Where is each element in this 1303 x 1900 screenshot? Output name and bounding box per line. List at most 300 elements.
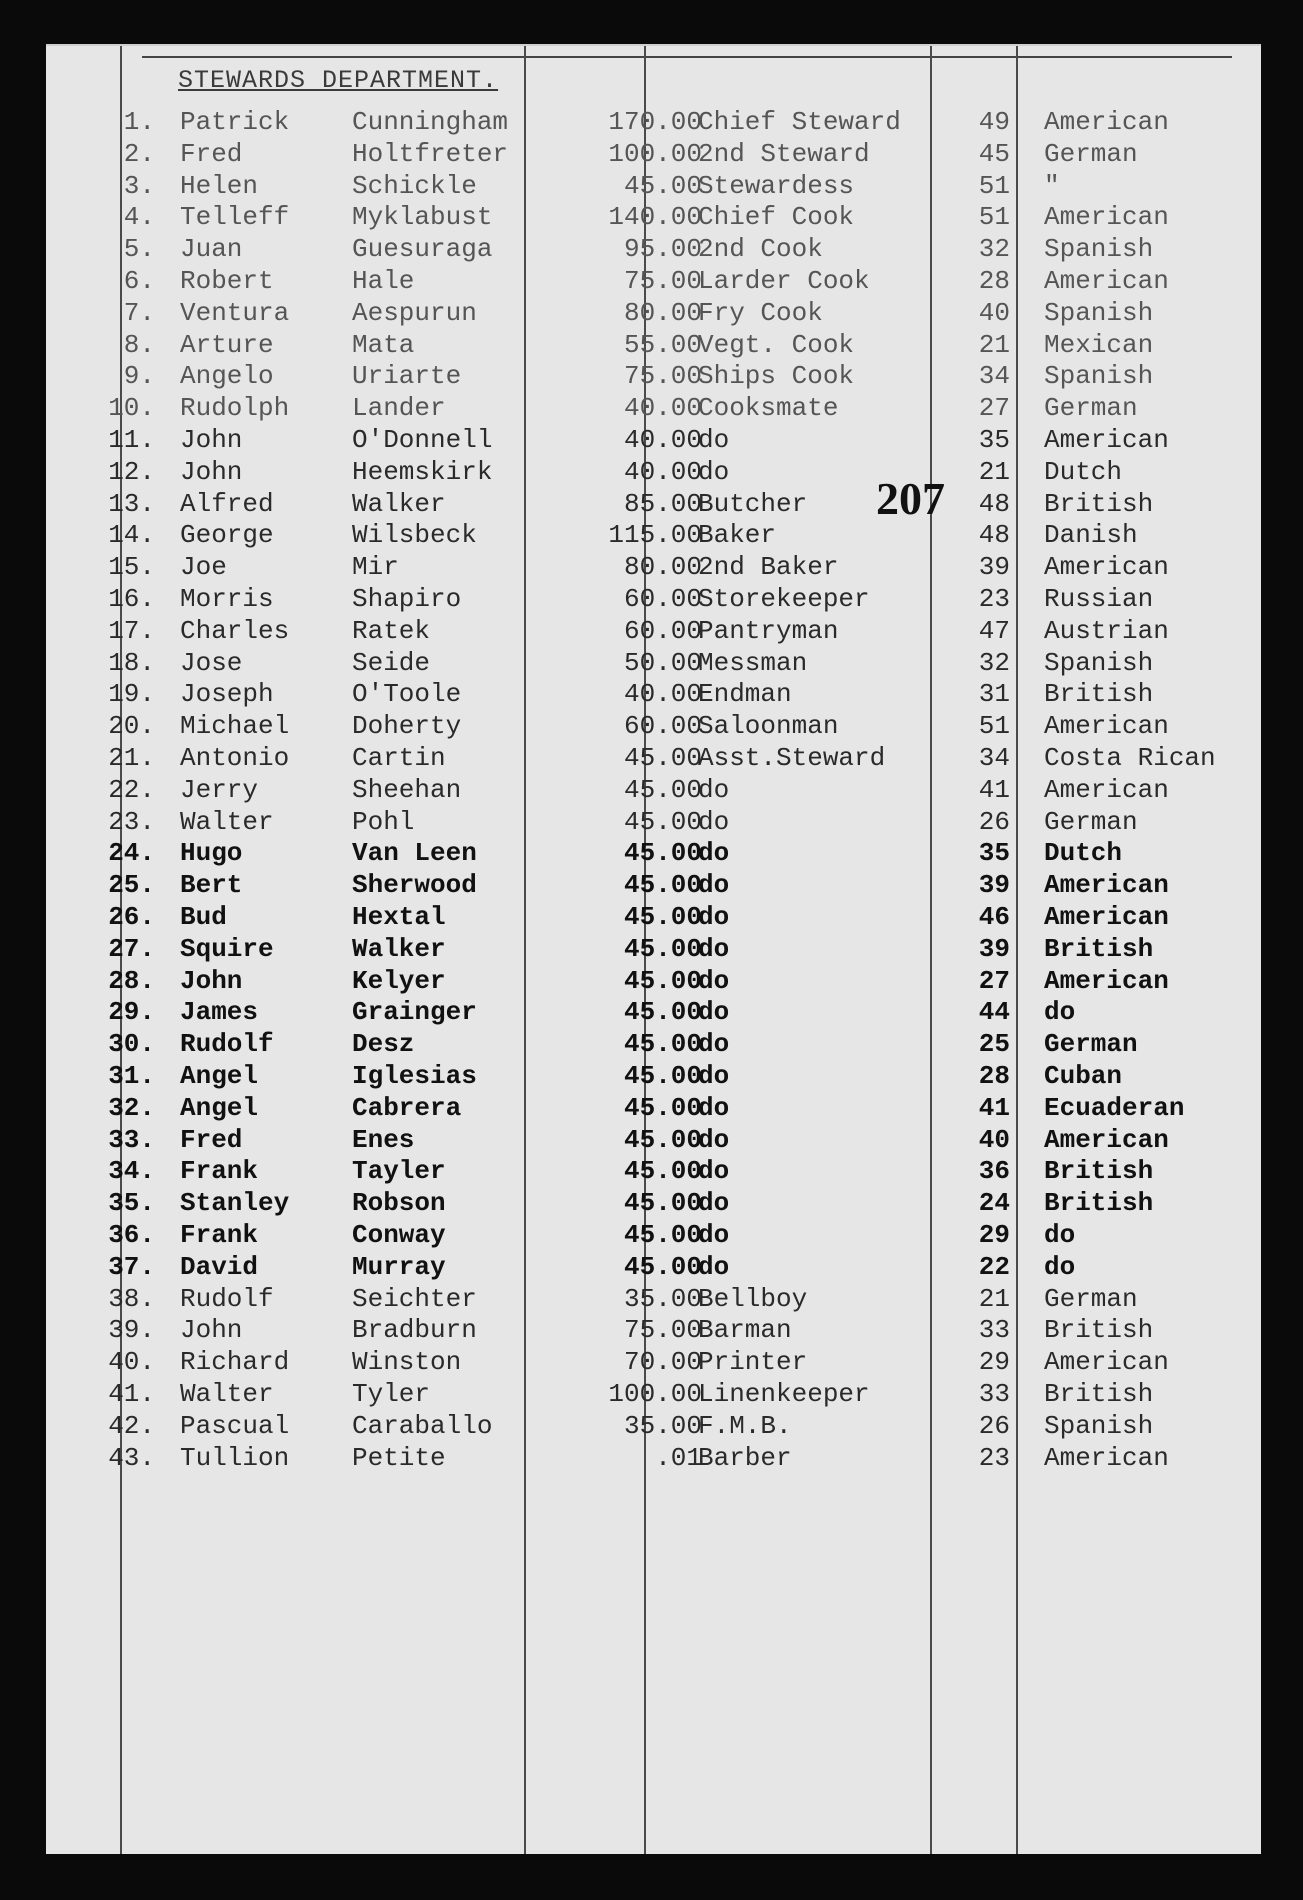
- first-name: Rudolf: [180, 1029, 274, 1060]
- row-number: 29.: [108, 997, 155, 1028]
- first-name: Alfred: [180, 488, 274, 519]
- age: 35: [978, 838, 1010, 869]
- crew-row: [46, 1187, 1261, 1219]
- position: Pantryman: [698, 615, 839, 646]
- monthly-wage: 45.00: [623, 965, 702, 996]
- position: Stewardess: [698, 170, 855, 201]
- monthly-wage: 100.00: [608, 138, 702, 169]
- last-name: Holtfreter: [352, 138, 509, 169]
- monthly-wage: 140.00: [608, 202, 702, 233]
- first-name: David: [180, 1251, 259, 1282]
- crew-row: [46, 965, 1261, 997]
- nationality: American: [1044, 1442, 1169, 1473]
- position: F.M.B.: [698, 1410, 792, 1441]
- row-number: 17.: [108, 615, 155, 646]
- last-name: Winston: [352, 1347, 462, 1378]
- first-name: Fred: [180, 1124, 243, 1155]
- nationality: German: [1044, 1029, 1138, 1060]
- crew-row: [46, 678, 1261, 710]
- position: Fry Cook: [698, 297, 823, 328]
- nationality: Spanish: [1044, 647, 1154, 678]
- nationality: Costa Rican: [1044, 743, 1216, 773]
- row-number: 42.: [108, 1410, 155, 1441]
- age: 21: [978, 1283, 1010, 1314]
- first-name: Ventura: [180, 297, 290, 328]
- age: 32: [978, 647, 1010, 678]
- age: 27: [978, 393, 1010, 424]
- position: Cooksmate: [698, 393, 839, 424]
- position: Larder Cook: [698, 266, 870, 296]
- first-name: Hugo: [180, 838, 243, 869]
- monthly-wage: 45.00: [623, 1156, 702, 1187]
- row-number: 2.: [123, 138, 155, 169]
- last-name: Murray: [352, 1251, 446, 1282]
- age: 51: [978, 711, 1010, 742]
- monthly-wage: 45.00: [623, 1124, 702, 1155]
- row-number: 5.: [123, 234, 155, 265]
- position: do: [698, 774, 730, 805]
- position: do: [698, 965, 730, 996]
- monthly-wage: 50.00: [623, 647, 702, 678]
- top-rule: [142, 56, 1232, 58]
- last-name: Doherty: [352, 711, 462, 742]
- nationality: do: [1044, 1251, 1076, 1282]
- position: do: [698, 1061, 730, 1091]
- last-name: Walker: [352, 488, 446, 519]
- first-name: Jerry: [180, 774, 259, 805]
- monthly-wage: 35.00: [623, 1410, 702, 1441]
- last-name: Myklabust: [352, 202, 493, 233]
- nationality: American: [1044, 965, 1169, 996]
- age: 48: [978, 488, 1010, 519]
- nationality: ": [1044, 170, 1060, 201]
- crew-row: [46, 265, 1261, 297]
- position: Barber: [698, 1442, 792, 1473]
- monthly-wage: 40.00: [623, 425, 702, 455]
- crew-row: [46, 615, 1261, 647]
- row-number: 6.: [123, 266, 155, 296]
- age: 26: [978, 1410, 1010, 1441]
- last-name: Uriarte: [352, 361, 462, 392]
- age: 40: [978, 1124, 1010, 1155]
- first-name: Arture: [180, 329, 274, 360]
- age: 28: [978, 266, 1010, 296]
- last-name: Seichter: [352, 1283, 477, 1314]
- monthly-wage: 45.00: [623, 870, 702, 901]
- nationality: Spanish: [1044, 297, 1154, 328]
- nationality: Spanish: [1044, 234, 1154, 265]
- position: 2nd Baker: [698, 552, 839, 583]
- row-number: 23.: [108, 806, 155, 837]
- nationality: American: [1044, 107, 1169, 137]
- monthly-wage: .01: [655, 1442, 702, 1473]
- nationality: American: [1044, 870, 1169, 901]
- monthly-wage: 45.00: [623, 170, 702, 201]
- row-number: 7.: [123, 297, 155, 328]
- crew-row: [46, 1346, 1261, 1378]
- monthly-wage: 75.00: [623, 361, 702, 392]
- last-name: Desz: [352, 1029, 415, 1060]
- crew-row: [46, 869, 1261, 901]
- first-name: Antonio: [180, 743, 290, 773]
- row-number: 3.: [123, 170, 155, 201]
- nationality: British: [1044, 1188, 1154, 1219]
- position: 2nd Steward: [698, 138, 870, 169]
- age: 45: [978, 138, 1010, 169]
- position: Bellboy: [698, 1283, 808, 1314]
- crew-row: [46, 170, 1261, 202]
- age: 51: [978, 202, 1010, 233]
- crew-row: [46, 488, 1261, 520]
- last-name: Heemskirk: [352, 456, 493, 487]
- last-name: Wilsbeck: [352, 520, 477, 551]
- row-number: 33.: [108, 1124, 155, 1155]
- page-number: 207: [876, 473, 945, 524]
- age: 33: [978, 1379, 1010, 1409]
- position: Vegt. Cook: [698, 329, 855, 360]
- row-number: 34.: [108, 1156, 155, 1187]
- age: 32: [978, 234, 1010, 265]
- position: do: [698, 425, 730, 455]
- row-number: 20.: [108, 711, 155, 742]
- crew-row: [46, 1378, 1261, 1410]
- first-name: Stanley: [180, 1188, 290, 1219]
- age: 51: [978, 170, 1010, 201]
- first-name: Pascual: [180, 1410, 290, 1441]
- first-name: Jose: [180, 647, 243, 678]
- nationality: British: [1044, 1379, 1154, 1409]
- monthly-wage: 45.00: [623, 743, 702, 773]
- position: do: [698, 1156, 730, 1187]
- row-number: 8.: [123, 329, 155, 360]
- first-name: James: [180, 997, 259, 1028]
- crew-row: [46, 1092, 1261, 1124]
- position: Ships Cook: [698, 361, 855, 392]
- last-name: Seide: [352, 647, 431, 678]
- age: 27: [978, 965, 1010, 996]
- age: 44: [978, 997, 1010, 1028]
- monthly-wage: 45.00: [623, 902, 702, 932]
- monthly-wage: 45.00: [623, 1092, 702, 1123]
- crew-row: [46, 1219, 1261, 1251]
- position: do: [698, 1188, 730, 1219]
- monthly-wage: 45.00: [623, 1061, 702, 1091]
- crew-row: [46, 360, 1261, 392]
- row-number: 41.: [108, 1379, 155, 1409]
- row-number: 38.: [108, 1283, 155, 1314]
- last-name: Sheehan: [352, 774, 462, 805]
- row-number: 13.: [108, 488, 155, 519]
- first-name: Angel: [180, 1092, 259, 1123]
- first-name: Tullion: [180, 1442, 290, 1473]
- row-number: 18.: [108, 647, 155, 678]
- row-number: 37.: [108, 1251, 155, 1282]
- nationality: American: [1044, 202, 1169, 233]
- nationality: American: [1044, 774, 1169, 805]
- row-number: 21.: [108, 743, 155, 773]
- position: do: [698, 806, 730, 837]
- age: 34: [978, 361, 1010, 392]
- row-number: 43.: [108, 1442, 155, 1473]
- last-name: Pohl: [352, 806, 415, 837]
- age: 25: [978, 1029, 1010, 1060]
- age: 39: [978, 933, 1010, 964]
- position: do: [698, 870, 730, 901]
- position: Storekeeper: [698, 584, 870, 614]
- monthly-wage: 95.00: [623, 234, 702, 265]
- row-number: 19.: [108, 679, 155, 710]
- crew-row: [46, 996, 1261, 1028]
- age: 31: [978, 679, 1010, 710]
- position: Messman: [698, 647, 808, 678]
- nationality: do: [1044, 1220, 1076, 1250]
- position: Saloonman: [698, 711, 839, 742]
- row-number: 25.: [108, 870, 155, 901]
- row-number: 40.: [108, 1347, 155, 1378]
- crew-row: [46, 647, 1261, 679]
- nationality: British: [1044, 1315, 1154, 1346]
- first-name: Patrick: [180, 107, 290, 137]
- first-name: Rudolph: [180, 393, 290, 424]
- position: Chief Cook: [698, 202, 855, 233]
- last-name: Conway: [352, 1220, 446, 1250]
- row-number: 24.: [108, 838, 155, 869]
- crew-row: [46, 1410, 1261, 1442]
- nationality: German: [1044, 138, 1138, 169]
- row-number: 31.: [108, 1061, 155, 1091]
- crew-row: [46, 1283, 1261, 1315]
- crew-row: [46, 519, 1261, 551]
- age: 33: [978, 1315, 1010, 1346]
- last-name: Caraballo: [352, 1410, 493, 1441]
- position: do: [698, 1124, 730, 1155]
- crew-row: [46, 710, 1261, 742]
- last-name: Cunningham: [352, 107, 509, 137]
- age: 24: [978, 1188, 1010, 1219]
- position: Endman: [698, 679, 792, 710]
- last-name: Hale: [352, 266, 415, 296]
- nationality: Cuban: [1044, 1061, 1123, 1091]
- position: Printer: [698, 1347, 808, 1378]
- nationality: American: [1044, 266, 1169, 296]
- monthly-wage: 80.00: [623, 297, 702, 328]
- age: 35: [978, 425, 1010, 455]
- last-name: Mata: [352, 329, 415, 360]
- nationality: American: [1044, 552, 1169, 583]
- monthly-wage: 45.00: [623, 774, 702, 805]
- row-number: 1.: [123, 107, 155, 137]
- row-number: 12.: [108, 456, 155, 487]
- monthly-wage: 55.00: [623, 329, 702, 360]
- row-number: 16.: [108, 584, 155, 614]
- age: 46: [978, 902, 1010, 932]
- row-number: 26.: [108, 902, 155, 932]
- nationality: German: [1044, 1283, 1138, 1314]
- first-name: Joe: [180, 552, 227, 583]
- monthly-wage: 100.00: [608, 1379, 702, 1409]
- nationality: American: [1044, 425, 1169, 455]
- row-number: 22.: [108, 774, 155, 805]
- nationality: British: [1044, 933, 1154, 964]
- crew-row: [46, 551, 1261, 583]
- age: 21: [978, 329, 1010, 360]
- row-number: 14.: [108, 520, 155, 551]
- last-name: Aespurun: [352, 297, 477, 328]
- crew-row: [46, 138, 1261, 170]
- last-name: Lander: [352, 393, 446, 424]
- row-number: 32.: [108, 1092, 155, 1123]
- row-number: 10.: [108, 393, 155, 424]
- age: 40: [978, 297, 1010, 328]
- age: 47: [978, 615, 1010, 646]
- monthly-wage: 75.00: [623, 266, 702, 296]
- age: 49: [978, 107, 1010, 137]
- last-name: Shapiro: [352, 584, 462, 614]
- age: 39: [978, 870, 1010, 901]
- age: 36: [978, 1156, 1010, 1187]
- crew-row: [46, 392, 1261, 424]
- monthly-wage: 35.00: [623, 1283, 702, 1314]
- last-name: Robson: [352, 1188, 446, 1219]
- crew-row: [46, 1251, 1261, 1283]
- last-name: Cabrera: [352, 1092, 462, 1123]
- position: do: [698, 456, 730, 487]
- first-name: Bert: [180, 870, 243, 901]
- monthly-wage: 45.00: [623, 997, 702, 1028]
- age: 41: [978, 774, 1010, 805]
- first-name: John: [180, 456, 243, 487]
- crew-row: [46, 1442, 1261, 1474]
- first-name: Helen: [180, 170, 259, 201]
- monthly-wage: 85.00: [623, 488, 702, 519]
- monthly-wage: 40.00: [623, 393, 702, 424]
- monthly-wage: 40.00: [623, 679, 702, 710]
- monthly-wage: 40.00: [623, 456, 702, 487]
- first-name: John: [180, 965, 243, 996]
- monthly-wage: 45.00: [623, 1188, 702, 1219]
- position: do: [698, 1251, 730, 1282]
- crew-row: [46, 297, 1261, 329]
- position: Linenkeeper: [698, 1379, 870, 1409]
- last-name: Schickle: [352, 170, 477, 201]
- first-name: Angel: [180, 1061, 259, 1091]
- first-name: Walter: [180, 806, 274, 837]
- last-name: Hextal: [352, 902, 446, 932]
- monthly-wage: 45.00: [623, 1029, 702, 1060]
- age: 23: [978, 584, 1010, 614]
- nationality: British: [1044, 679, 1154, 710]
- position: Chief Steward: [698, 107, 901, 137]
- age: 26: [978, 806, 1010, 837]
- last-name: Petite: [352, 1442, 446, 1473]
- age: 29: [978, 1347, 1010, 1378]
- first-name: John: [180, 1315, 243, 1346]
- age: 41: [978, 1092, 1010, 1123]
- crew-row: [46, 806, 1261, 838]
- last-name: O'Donnell: [352, 425, 493, 455]
- crew-row: [46, 933, 1261, 965]
- nationality: German: [1044, 393, 1138, 424]
- crew-row: [46, 424, 1261, 456]
- nationality: American: [1044, 711, 1169, 742]
- monthly-wage: 170.00: [608, 107, 702, 137]
- position: do: [698, 1220, 730, 1250]
- age: 28: [978, 1061, 1010, 1091]
- monthly-wage: 45.00: [623, 806, 702, 837]
- last-name: Cartin: [352, 743, 446, 773]
- first-name: Fred: [180, 138, 243, 169]
- age: 29: [978, 1220, 1010, 1250]
- row-number: 35.: [108, 1188, 155, 1219]
- monthly-wage: 70.00: [623, 1347, 702, 1378]
- row-number: 30.: [108, 1029, 155, 1060]
- first-name: Robert: [180, 266, 274, 296]
- crew-row: [46, 456, 1261, 488]
- crew-row: [46, 329, 1261, 361]
- first-name: Rudolf: [180, 1283, 274, 1314]
- nationality: do: [1044, 997, 1076, 1028]
- nationality: Spanish: [1044, 361, 1154, 392]
- last-name: Iglesias: [352, 1061, 477, 1091]
- crew-row: [46, 1124, 1261, 1156]
- last-name: Sherwood: [352, 870, 477, 901]
- crew-row: [46, 742, 1261, 774]
- monthly-wage: 60.00: [623, 711, 702, 742]
- first-name: Michael: [180, 711, 290, 742]
- first-name: Bud: [180, 902, 227, 932]
- document-page: [46, 44, 1261, 1854]
- last-name: Bradburn: [352, 1315, 477, 1346]
- last-name: Enes: [352, 1124, 415, 1155]
- first-name: Walter: [180, 1379, 274, 1409]
- row-number: 39.: [108, 1315, 155, 1346]
- position: Barman: [698, 1315, 792, 1346]
- crew-row: [46, 201, 1261, 233]
- first-name: Frank: [180, 1220, 259, 1250]
- nationality: German: [1044, 806, 1138, 837]
- first-name: Morris: [180, 584, 274, 614]
- monthly-wage: 45.00: [623, 1251, 702, 1282]
- position: do: [698, 997, 730, 1028]
- first-name: George: [180, 520, 274, 551]
- last-name: O'Toole: [352, 679, 462, 710]
- position: do: [698, 933, 730, 964]
- crew-row: [46, 1028, 1261, 1060]
- monthly-wage: 45.00: [623, 1220, 702, 1250]
- last-name: Tayler: [352, 1156, 446, 1187]
- crew-row: [46, 837, 1261, 869]
- last-name: Van Leen: [352, 838, 477, 869]
- position: do: [698, 1092, 730, 1123]
- age: 34: [978, 743, 1010, 773]
- position: do: [698, 838, 730, 869]
- crew-row: [46, 106, 1261, 138]
- nationality: Mexican: [1044, 329, 1154, 360]
- age: 48: [978, 520, 1010, 551]
- nationality: American: [1044, 902, 1169, 932]
- crew-row: [46, 233, 1261, 265]
- row-number: 9.: [123, 361, 155, 392]
- first-name: Juan: [180, 234, 243, 265]
- nationality: American: [1044, 1124, 1169, 1155]
- age: 39: [978, 552, 1010, 583]
- last-name: Guesuraga: [352, 234, 493, 265]
- first-name: Squire: [180, 933, 274, 964]
- monthly-wage: 80.00: [623, 552, 702, 583]
- last-name: Grainger: [352, 997, 477, 1028]
- crew-row: [46, 901, 1261, 933]
- last-name: Ratek: [352, 615, 431, 646]
